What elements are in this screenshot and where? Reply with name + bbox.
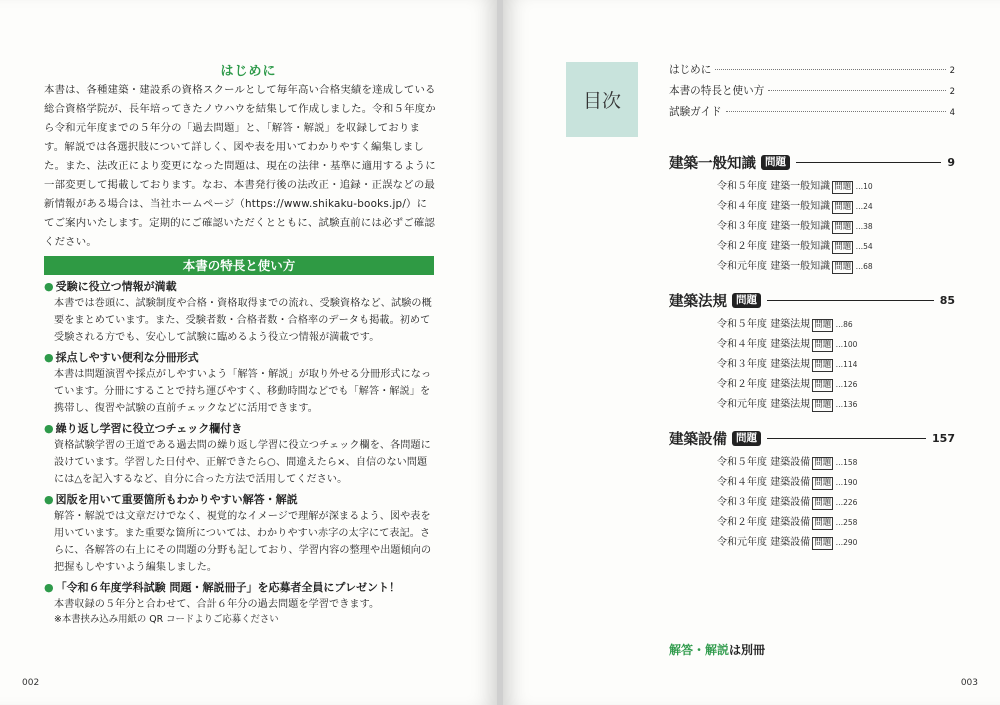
- toc-entry[interactable]: 令和２年度 建築一般知識 問題 …54: [717, 241, 873, 252]
- entry-year: 令和４年度: [717, 477, 767, 488]
- leader-dots: [768, 90, 945, 91]
- toc-front-matter: [669, 62, 955, 125]
- entry-year: 令和５年度: [717, 319, 767, 330]
- entry-year: 令和２年度: [717, 241, 767, 252]
- entry-subject: 建築一般知識: [770, 181, 831, 192]
- entry-page: 258: [843, 518, 858, 527]
- answers-note-highlight: 解答・解説: [669, 643, 730, 657]
- page-number-left: 002: [22, 678, 40, 688]
- entry-year: 令和３年度: [717, 359, 767, 370]
- toc-section-building-law: [669, 289, 955, 415]
- intro-paragraph: [44, 81, 436, 252]
- entry-tag: 問題: [834, 262, 852, 272]
- toc-entry[interactable]: [669, 62, 955, 83]
- entry-subject: 建築一般知識: [770, 241, 831, 252]
- entry-year: 令和元年度: [717, 537, 767, 548]
- bullet-icon: ●: [44, 351, 54, 364]
- section-title: 建築一般知識: [669, 155, 756, 172]
- toc-entry-label: はじめに: [669, 64, 712, 76]
- toc-entry[interactable]: 令和５年度 建築設備 問題 …158: [717, 457, 858, 468]
- entry-tag: 問題: [814, 458, 832, 468]
- section-badge: 問題: [761, 155, 790, 170]
- feature-body: 本書収録の５年分と合わせて、合計６年分の過去問題を学習できます。: [54, 599, 380, 610]
- entry-tag: 問題: [814, 518, 832, 528]
- section-rule: [767, 300, 934, 301]
- entry-tag: 問題: [814, 538, 832, 548]
- feature-heading: 「令和６年度学科試験 問題・解説冊子」を応募者全員にプレゼント！: [55, 581, 400, 594]
- entry-year: 令和２年度: [717, 379, 767, 390]
- entry-year: 令和２年度: [717, 517, 767, 528]
- entry-subject: 建築法規: [770, 319, 811, 330]
- entry-tag: 問題: [814, 380, 832, 390]
- entry-tag: 問題: [814, 360, 832, 370]
- toc-entry[interactable]: [669, 104, 955, 125]
- bullet-icon: ●: [44, 581, 54, 594]
- section-title: 建築法規: [669, 293, 727, 310]
- entry-tag: 問題: [814, 478, 832, 488]
- entry-year: 令和４年度: [717, 201, 767, 212]
- entry-page: 38: [863, 222, 873, 231]
- entry-tag: 問題: [834, 242, 852, 252]
- feature-item: [44, 279, 436, 346]
- entry-page: 290: [843, 538, 858, 547]
- bullet-icon: ●: [44, 422, 54, 435]
- entry-page: 126: [843, 380, 858, 389]
- leader-dots: [726, 111, 946, 112]
- section-heading[interactable]: [669, 427, 955, 449]
- section-title: 建築設備: [669, 431, 727, 448]
- feature-body: 資格試験学習の王道である過去問の繰り返し学習に役立つチェック欄を、各問題に設けています。学習した日付や、正解できたら○、間違えたら×、自信のない問題には△を記入するなど、自分に合った方法で活用してください。: [54, 440, 431, 485]
- intro-text: 本書は、各種建築・建設系の資格スクールとして毎年高い合格実績を達成している総合資格学院が、長年培ってきたノウハウを結集して作成しました。令和５年度から令和元年度までの５年分の「過去問題」と、「解答・解説」を収録しております。解説では各選択肢について詳しく、図や表を用いてわかりやすく編集しました。また、法改正により変更になった問題は、現在の法律・基準に適用するように一部変更して掲載しております。なお、本書発行後の法改正・追録・正誤などの最新情報がある場合は、当社ホームページ（https://www.shikaku-books.jp/）にてご案内いたします。定期的にご確認いただくとともに、試験直前には必ずご確認ください。: [44, 84, 436, 248]
- entry-subject: 建築設備: [770, 517, 811, 528]
- toc-entry[interactable]: 令和元年度 建築一般知識 問題 …68: [717, 261, 873, 272]
- feature-heading: 受験に役立つ情報が満載: [55, 280, 177, 293]
- toc-section-general-knowledge: [669, 151, 955, 277]
- features-heading: 本書の特長と使い方: [44, 256, 434, 275]
- right-page: [503, 0, 1000, 705]
- feature-item: [44, 421, 436, 488]
- entry-page: 54: [863, 242, 873, 251]
- entry-subject: 建築設備: [770, 497, 811, 508]
- entry-subject: 建築一般知識: [770, 261, 831, 272]
- entry-subject: 建築法規: [770, 339, 811, 350]
- section-heading[interactable]: [669, 151, 955, 173]
- entry-subject: 建築設備: [770, 477, 811, 488]
- toc-entry[interactable]: [669, 83, 955, 104]
- entry-page: 24: [863, 202, 873, 211]
- feature-heading: 繰り返し学習に役立つチェック欄付き: [55, 422, 243, 435]
- entry-subject: 建築一般知識: [770, 221, 831, 232]
- section-rule: [796, 162, 941, 163]
- entry-tag: 問題: [814, 320, 832, 330]
- entry-page: 68: [863, 262, 873, 271]
- feature-body: 本書は問題演習や採点がしやすいよう「解答・解説」が取り外せる分冊形式になっています。分冊にすることで持ち運びやすく、移動時間などでも「解答・解説」を携帯し、復習や試験の直前チェックなどに活用できます。: [54, 369, 432, 414]
- toc-label: 目次: [566, 62, 638, 137]
- toc-entry[interactable]: 令和５年度 建築法規 問題 …86: [717, 319, 853, 330]
- entry-subject: 建築設備: [770, 537, 811, 548]
- section-page: 9: [947, 155, 955, 169]
- bullet-icon: ●: [44, 493, 54, 506]
- feature-note: ※本書挟み込み用紙の QR コードよりご応募ください: [54, 614, 279, 625]
- section-rule: [767, 438, 926, 439]
- left-page: [0, 0, 497, 705]
- entry-year: 令和元年度: [717, 399, 767, 410]
- toc-entry[interactable]: 令和元年度 建築法規 問題 …136: [717, 399, 858, 410]
- toc-entry[interactable]: 令和４年度 建築設備 問題 …190: [717, 477, 858, 488]
- entry-tag: 問題: [814, 340, 832, 350]
- feature-heading: 採点しやすい便利な分冊形式: [55, 351, 199, 364]
- toc-entry[interactable]: 令和４年度 建築一般知識 問題 …24: [717, 201, 873, 212]
- entry-tag: 問題: [834, 182, 852, 192]
- entry-tag: 問題: [834, 222, 852, 232]
- entry-page: 226: [843, 498, 858, 507]
- entry-subject: 建築法規: [770, 399, 811, 410]
- entry-tag: 問題: [814, 498, 832, 508]
- features-list: [44, 279, 436, 631]
- toc-entry[interactable]: 令和３年度 建築法規 問題 …114: [717, 359, 858, 370]
- toc-entry-page: 2: [949, 87, 955, 97]
- page-number-right: 003: [960, 678, 978, 688]
- bullet-icon: ●: [44, 280, 54, 293]
- entry-page: 190: [843, 478, 858, 487]
- toc-entry-label: 本書の特長と使い方: [669, 85, 765, 97]
- entry-year: 令和４年度: [717, 339, 767, 350]
- toc-entry-page: 4: [949, 108, 955, 118]
- entry-year: 令和３年度: [717, 221, 767, 232]
- entry-tag: 問題: [834, 202, 852, 212]
- leader-dots: [715, 69, 945, 70]
- feature-item: [44, 580, 436, 627]
- toc-entry[interactable]: 令和４年度 建築法規 問題 …100: [717, 339, 858, 350]
- toc-entry-page: 2: [949, 66, 955, 76]
- entry-tag: 問題: [814, 400, 832, 410]
- feature-item: [44, 350, 436, 417]
- section-entries: [669, 315, 955, 415]
- feature-body: 解答・解説では文章だけでなく、視覚的なイメージで理解が深まるよう、図や表を用いています。また重要な箇所については、わかりやすい赤字の太字にて表記。さらに、各解答の右上にその問題の分野も記しており、学習内容の整理や出題傾向の把握もしやすいよう編集しました。: [54, 511, 432, 573]
- toc-entry[interactable]: 令和５年度 建築一般知識 問題 …10: [717, 181, 873, 192]
- toc-entry[interactable]: 令和３年度 建築一般知識 問題 …38: [717, 221, 873, 232]
- entry-page: 86: [843, 320, 853, 329]
- toc-entry[interactable]: 令和３年度 建築設備 問題 …226: [717, 497, 858, 508]
- toc-entry-label: 試験ガイド: [669, 106, 722, 118]
- toc-section-building-equipment: [669, 427, 955, 553]
- intro-title: はじめに: [220, 64, 277, 79]
- answers-note: [669, 641, 765, 658]
- entry-year: 令和元年度: [717, 261, 767, 272]
- section-heading[interactable]: [669, 289, 955, 311]
- feature-item: [44, 492, 436, 576]
- feature-heading: 図版を用いて重要箇所もわかりやすい解答・解説: [55, 493, 298, 506]
- answers-note-text: は別冊: [729, 643, 766, 657]
- section-badge: 問題: [732, 293, 761, 308]
- entry-year: 令和３年度: [717, 497, 767, 508]
- entry-subject: 建築一般知識: [770, 201, 831, 212]
- entry-page: 136: [843, 400, 858, 409]
- entry-subject: 建築設備: [770, 457, 811, 468]
- entry-page: 10: [863, 182, 873, 191]
- entry-page: 158: [843, 458, 858, 467]
- section-entries: [669, 177, 955, 277]
- feature-body: 本書では巻頭に、試験制度や合格・資格取得までの流れ、受験資格など、試験の概要をまとめています。また、受験者数・合格者数・合格率のデータも掲載。初めて受験される方でも、安心して試験に臨めるよう役立つ情報が満載です。: [54, 298, 432, 343]
- entry-page: 114: [843, 360, 858, 369]
- entry-subject: 建築法規: [770, 379, 811, 390]
- section-entries: [669, 453, 955, 553]
- toc-entry[interactable]: 令和元年度 建築設備 問題 …290: [717, 537, 858, 548]
- entry-year: 令和５年度: [717, 457, 767, 468]
- entry-page: 100: [843, 340, 858, 349]
- toc-entry[interactable]: 令和２年度 建築設備 問題 …258: [717, 517, 858, 528]
- entry-year: 令和５年度: [717, 181, 767, 192]
- section-page: 157: [932, 431, 955, 445]
- toc-entry[interactable]: 令和２年度 建築法規 問題 …126: [717, 379, 858, 390]
- entry-subject: 建築法規: [770, 359, 811, 370]
- section-page: 85: [939, 293, 955, 307]
- section-badge: 問題: [732, 431, 761, 446]
